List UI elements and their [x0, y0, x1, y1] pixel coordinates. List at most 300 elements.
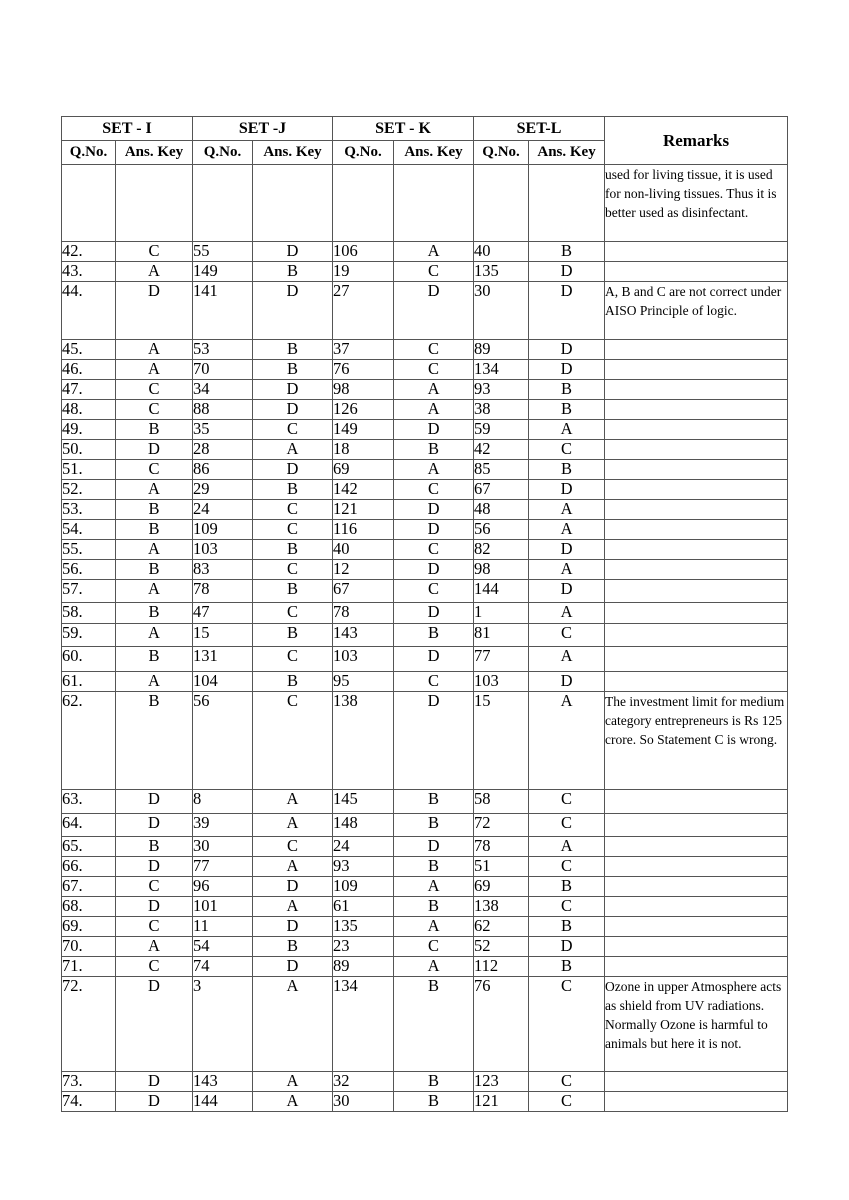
set-k-answer: A — [394, 242, 474, 262]
remark-cell — [605, 1072, 788, 1092]
set-l-qno: 52 — [474, 937, 529, 957]
table-row — [62, 480, 788, 500]
table-row — [62, 790, 788, 814]
set-l-qno: 51 — [474, 857, 529, 877]
set-k-qno: 40 — [333, 540, 394, 560]
set-i-qno: 72. — [62, 977, 116, 1072]
table-row — [62, 837, 788, 857]
table-row — [62, 957, 788, 977]
set-l-answer: C — [529, 1072, 605, 1092]
set-i-qno: 50. — [62, 440, 116, 460]
set-l-answer: B — [529, 877, 605, 897]
set-k-qno — [333, 165, 394, 242]
table-row — [62, 420, 788, 440]
set-i-qno: 51. — [62, 460, 116, 480]
table-row — [62, 897, 788, 917]
set-j-answer: D — [253, 957, 333, 977]
set-j-qno: 143 — [193, 1072, 253, 1092]
set-j-answer: B — [253, 580, 333, 603]
set-l-answer: C — [529, 440, 605, 460]
set-i-answer: D — [116, 857, 193, 877]
set-l-answer: B — [529, 242, 605, 262]
set-k-answer: D — [394, 420, 474, 440]
set-l-qno: 1 — [474, 603, 529, 624]
set-i-answer: D — [116, 440, 193, 460]
remark-cell — [605, 440, 788, 460]
set-j-qno: 103 — [193, 540, 253, 560]
remark-cell — [605, 647, 788, 672]
set-l-answer: B — [529, 957, 605, 977]
table-row — [62, 165, 788, 242]
set-l-answer: C — [529, 814, 605, 837]
remark-cell — [605, 937, 788, 957]
set-l-qno: 112 — [474, 957, 529, 977]
set-l-answer: C — [529, 1092, 605, 1112]
set-l-qno: 69 — [474, 877, 529, 897]
set-l-answer: D — [529, 360, 605, 380]
set-k-answer: D — [394, 520, 474, 540]
set-k-qno: 126 — [333, 400, 394, 420]
set-i-answer: B — [116, 692, 193, 790]
set-i-qno: 71. — [62, 957, 116, 977]
set-j-qno: 35 — [193, 420, 253, 440]
remark-cell — [605, 262, 788, 282]
set-j-qno: 47 — [193, 603, 253, 624]
set-j-qno: 96 — [193, 877, 253, 897]
set-l-qno: 77 — [474, 647, 529, 672]
ans-key-header: Ans. Key — [394, 141, 474, 165]
set-l-answer: D — [529, 340, 605, 360]
remark-cell — [605, 624, 788, 647]
set-l-answer: D — [529, 262, 605, 282]
remark-cell — [605, 540, 788, 560]
set-i-answer: C — [116, 460, 193, 480]
set-l-qno: 38 — [474, 400, 529, 420]
set-l-answer: A — [529, 837, 605, 857]
table-row — [62, 647, 788, 672]
set-l-answer: A — [529, 500, 605, 520]
set-l-answer: D — [529, 282, 605, 340]
set-i-answer: B — [116, 420, 193, 440]
set-i-answer: C — [116, 957, 193, 977]
set-j-qno: 70 — [193, 360, 253, 380]
set-j-qno: 55 — [193, 242, 253, 262]
set-j-qno: 149 — [193, 262, 253, 282]
set-l-answer: A — [529, 603, 605, 624]
ans-key-header: Ans. Key — [529, 141, 605, 165]
qno-header: Q.No. — [474, 141, 529, 165]
set-j-answer: D — [253, 877, 333, 897]
set-l-answer: C — [529, 624, 605, 647]
set-l-qno: 98 — [474, 560, 529, 580]
set-j-qno: 34 — [193, 380, 253, 400]
set-j-qno: 54 — [193, 937, 253, 957]
set-j-qno: 104 — [193, 672, 253, 692]
set-j-answer: C — [253, 647, 333, 672]
set-l-qno: 85 — [474, 460, 529, 480]
set-k-qno: 89 — [333, 957, 394, 977]
set-l-qno: 67 — [474, 480, 529, 500]
set-l-qno: 134 — [474, 360, 529, 380]
set-j-qno: 88 — [193, 400, 253, 420]
set-i-qno: 57. — [62, 580, 116, 603]
set-l-qno: 135 — [474, 262, 529, 282]
table-row — [62, 917, 788, 937]
set-l-qno: 58 — [474, 790, 529, 814]
remark-cell — [605, 242, 788, 262]
set-i-qno: 70. — [62, 937, 116, 957]
set-i-answer: A — [116, 262, 193, 282]
set-i-qno: 54. — [62, 520, 116, 540]
set-k-answer: B — [394, 857, 474, 877]
set-j-answer: A — [253, 857, 333, 877]
set-k-answer: D — [394, 500, 474, 520]
set-j-qno: 53 — [193, 340, 253, 360]
set-i-qno: 44. — [62, 282, 116, 340]
set-k-qno: 76 — [333, 360, 394, 380]
set-j-answer: C — [253, 420, 333, 440]
set-i-qno: 45. — [62, 340, 116, 360]
set-k-answer: B — [394, 977, 474, 1072]
table-row — [62, 580, 788, 603]
set-k-qno: 67 — [333, 580, 394, 603]
set-l-qno: 144 — [474, 580, 529, 603]
set-k-qno: 23 — [333, 937, 394, 957]
remark-cell — [605, 957, 788, 977]
set-i-qno: 69. — [62, 917, 116, 937]
answer-key-table — [61, 116, 788, 1112]
set-k-answer: A — [394, 917, 474, 937]
set-j-answer: C — [253, 560, 333, 580]
set-j-qno — [193, 165, 253, 242]
set-i-qno: 46. — [62, 360, 116, 380]
remark-cell — [605, 580, 788, 603]
set-j-answer: A — [253, 814, 333, 837]
set-j-qno: 28 — [193, 440, 253, 460]
remark-cell — [605, 520, 788, 540]
set-i-header: SET - I — [62, 117, 193, 141]
set-i-answer: C — [116, 242, 193, 262]
set-k-answer: C — [394, 480, 474, 500]
remark-cell — [605, 480, 788, 500]
remark-cell — [605, 877, 788, 897]
set-j-answer: D — [253, 400, 333, 420]
table-row — [62, 242, 788, 262]
set-l-answer: D — [529, 937, 605, 957]
remark-cell — [605, 917, 788, 937]
set-i-answer: D — [116, 897, 193, 917]
set-j-qno: 56 — [193, 692, 253, 790]
set-k-qno: 134 — [333, 977, 394, 1072]
table-row — [62, 877, 788, 897]
set-l-answer: C — [529, 897, 605, 917]
set-j-qno: 131 — [193, 647, 253, 672]
set-k-answer: C — [394, 937, 474, 957]
set-i-answer — [116, 165, 193, 242]
remark-cell — [605, 380, 788, 400]
set-j-answer — [253, 165, 333, 242]
set-l-qno — [474, 165, 529, 242]
set-k-answer: B — [394, 814, 474, 837]
table-row — [62, 520, 788, 540]
set-l-qno: 48 — [474, 500, 529, 520]
set-k-qno: 106 — [333, 242, 394, 262]
set-l-answer: C — [529, 977, 605, 1072]
set-i-qno: 49. — [62, 420, 116, 440]
set-k-qno: 143 — [333, 624, 394, 647]
table-row — [62, 692, 788, 790]
set-i-qno: 63. — [62, 790, 116, 814]
set-k-qno: 121 — [333, 500, 394, 520]
set-j-answer: B — [253, 360, 333, 380]
set-i-qno: 42. — [62, 242, 116, 262]
set-l-qno: 15 — [474, 692, 529, 790]
set-j-answer: D — [253, 380, 333, 400]
set-l-answer: B — [529, 460, 605, 480]
set-l-answer: D — [529, 580, 605, 603]
remark-cell — [605, 790, 788, 814]
set-i-answer: A — [116, 672, 193, 692]
table-row — [62, 360, 788, 380]
set-j-header: SET -J — [193, 117, 333, 141]
set-i-qno: 66. — [62, 857, 116, 877]
remark-cell — [605, 560, 788, 580]
set-i-answer: C — [116, 877, 193, 897]
set-l-answer: B — [529, 380, 605, 400]
set-l-answer: D — [529, 672, 605, 692]
remark-cell — [605, 460, 788, 480]
remark-cell — [605, 814, 788, 837]
set-j-qno: 86 — [193, 460, 253, 480]
set-k-answer: B — [394, 440, 474, 460]
set-i-answer: A — [116, 360, 193, 380]
set-k-qno: 32 — [333, 1072, 394, 1092]
set-i-qno: 58. — [62, 603, 116, 624]
table-row — [62, 500, 788, 520]
remarks-header: Remarks — [605, 117, 788, 165]
set-l-qno: 93 — [474, 380, 529, 400]
set-l-qno: 62 — [474, 917, 529, 937]
set-k-qno: 95 — [333, 672, 394, 692]
set-j-qno: 24 — [193, 500, 253, 520]
set-i-answer: D — [116, 814, 193, 837]
set-k-qno: 27 — [333, 282, 394, 340]
set-j-answer: C — [253, 603, 333, 624]
set-j-qno: 101 — [193, 897, 253, 917]
table-row — [62, 340, 788, 360]
set-j-answer: A — [253, 977, 333, 1072]
set-i-qno: 55. — [62, 540, 116, 560]
table-row — [62, 540, 788, 560]
set-l-qno: 138 — [474, 897, 529, 917]
set-i-answer: B — [116, 500, 193, 520]
set-k-qno: 103 — [333, 647, 394, 672]
set-l-answer: D — [529, 480, 605, 500]
set-i-qno: 65. — [62, 837, 116, 857]
table-row — [62, 624, 788, 647]
set-l-answer: A — [529, 692, 605, 790]
set-i-answer: A — [116, 480, 193, 500]
set-k-answer: A — [394, 400, 474, 420]
set-k-answer: C — [394, 360, 474, 380]
remark-cell — [605, 340, 788, 360]
table-row — [62, 560, 788, 580]
remark-cell: A, B and C are not correct under AISO Principle of logic. — [605, 282, 788, 340]
remark-cell — [605, 500, 788, 520]
set-j-qno: 29 — [193, 480, 253, 500]
set-j-answer: D — [253, 242, 333, 262]
table-row — [62, 1072, 788, 1092]
set-i-answer: A — [116, 937, 193, 957]
set-i-qno: 61. — [62, 672, 116, 692]
set-i-answer: D — [116, 977, 193, 1072]
set-j-qno: 78 — [193, 580, 253, 603]
set-l-qno: 123 — [474, 1072, 529, 1092]
table-row — [62, 672, 788, 692]
remark-cell — [605, 857, 788, 877]
set-k-answer: A — [394, 877, 474, 897]
set-j-answer: A — [253, 1092, 333, 1112]
set-l-qno: 121 — [474, 1092, 529, 1112]
set-i-answer: A — [116, 580, 193, 603]
set-k-qno: 116 — [333, 520, 394, 540]
set-i-answer: D — [116, 282, 193, 340]
set-j-answer: A — [253, 790, 333, 814]
set-l-answer: A — [529, 647, 605, 672]
set-i-qno — [62, 165, 116, 242]
set-k-qno: 109 — [333, 877, 394, 897]
set-k-answer: C — [394, 340, 474, 360]
set-k-answer: D — [394, 603, 474, 624]
set-i-answer: B — [116, 560, 193, 580]
set-k-answer: A — [394, 957, 474, 977]
set-i-qno: 52. — [62, 480, 116, 500]
remark-cell — [605, 1092, 788, 1112]
set-j-qno: 11 — [193, 917, 253, 937]
set-j-answer: D — [253, 917, 333, 937]
set-k-qno: 19 — [333, 262, 394, 282]
set-i-qno: 56. — [62, 560, 116, 580]
table-row — [62, 460, 788, 480]
set-k-qno: 18 — [333, 440, 394, 460]
set-i-qno: 53. — [62, 500, 116, 520]
set-l-answer: C — [529, 790, 605, 814]
set-k-answer: D — [394, 282, 474, 340]
set-k-answer: A — [394, 460, 474, 480]
set-j-qno: 39 — [193, 814, 253, 837]
set-l-qno: 89 — [474, 340, 529, 360]
set-j-answer: D — [253, 460, 333, 480]
remark-cell — [605, 400, 788, 420]
set-j-qno: 30 — [193, 837, 253, 857]
set-k-answer — [394, 165, 474, 242]
set-j-answer: B — [253, 540, 333, 560]
set-i-qno: 60. — [62, 647, 116, 672]
set-j-qno: 74 — [193, 957, 253, 977]
set-l-answer: D — [529, 540, 605, 560]
set-j-answer: C — [253, 500, 333, 520]
table-row — [62, 977, 788, 1072]
set-i-qno: 64. — [62, 814, 116, 837]
set-i-answer: D — [116, 790, 193, 814]
table-row — [62, 603, 788, 624]
set-l-qno: 59 — [474, 420, 529, 440]
table-row — [62, 814, 788, 837]
set-j-answer: B — [253, 480, 333, 500]
set-k-answer: B — [394, 624, 474, 647]
set-i-answer: C — [116, 917, 193, 937]
set-j-qno: 141 — [193, 282, 253, 340]
set-i-answer: A — [116, 624, 193, 647]
set-i-qno: 73. — [62, 1072, 116, 1092]
set-j-qno: 144 — [193, 1092, 253, 1112]
set-i-answer: B — [116, 520, 193, 540]
set-i-answer: B — [116, 647, 193, 672]
set-i-qno: 48. — [62, 400, 116, 420]
set-j-answer: B — [253, 624, 333, 647]
set-i-answer: D — [116, 1072, 193, 1092]
set-k-answer: B — [394, 790, 474, 814]
set-j-answer: B — [253, 340, 333, 360]
set-j-answer: B — [253, 672, 333, 692]
table-row — [62, 857, 788, 877]
set-k-qno: 142 — [333, 480, 394, 500]
set-l-qno: 72 — [474, 814, 529, 837]
set-k-answer: B — [394, 1072, 474, 1092]
set-k-qno: 135 — [333, 917, 394, 937]
table-row — [62, 440, 788, 460]
table-row — [62, 937, 788, 957]
set-k-qno: 148 — [333, 814, 394, 837]
table-row — [62, 282, 788, 340]
set-k-answer: D — [394, 692, 474, 790]
set-k-qno: 30 — [333, 1092, 394, 1112]
set-k-answer: A — [394, 380, 474, 400]
remark-cell — [605, 360, 788, 380]
remark-cell — [605, 603, 788, 624]
set-i-qno: 74. — [62, 1092, 116, 1112]
set-k-answer: C — [394, 262, 474, 282]
set-k-qno: 61 — [333, 897, 394, 917]
set-l-qno: 78 — [474, 837, 529, 857]
remark-cell — [605, 897, 788, 917]
set-l-answer: A — [529, 520, 605, 540]
set-l-qno: 56 — [474, 520, 529, 540]
set-k-answer: C — [394, 672, 474, 692]
set-j-qno: 83 — [193, 560, 253, 580]
set-j-answer: C — [253, 520, 333, 540]
set-k-answer: B — [394, 897, 474, 917]
ans-key-header: Ans. Key — [116, 141, 193, 165]
table-row — [62, 380, 788, 400]
set-j-qno: 77 — [193, 857, 253, 877]
set-k-qno: 78 — [333, 603, 394, 624]
set-k-qno: 37 — [333, 340, 394, 360]
set-l-answer: B — [529, 400, 605, 420]
set-i-answer: B — [116, 603, 193, 624]
set-i-qno: 43. — [62, 262, 116, 282]
set-l-qno: 42 — [474, 440, 529, 460]
set-j-answer: A — [253, 440, 333, 460]
set-k-answer: D — [394, 837, 474, 857]
set-l-answer: B — [529, 917, 605, 937]
qno-header: Q.No. — [62, 141, 116, 165]
set-k-qno: 69 — [333, 460, 394, 480]
set-j-qno: 3 — [193, 977, 253, 1072]
remark-cell — [605, 672, 788, 692]
remark-cell: used for living tissue, it is used for non-living tissues. Thus it is better used as disinfectant. — [605, 165, 788, 242]
remark-cell — [605, 837, 788, 857]
